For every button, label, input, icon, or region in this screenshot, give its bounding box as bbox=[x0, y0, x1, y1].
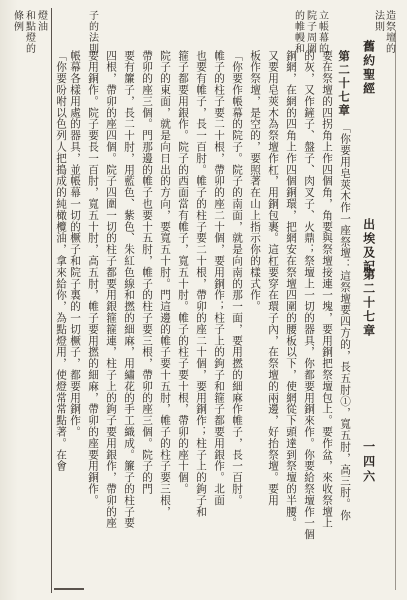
text-column: 板作祭壇，是空的，要照著在山上指示你的樣式作。 bbox=[249, 50, 262, 313]
margin-note: 子的法則 bbox=[86, 10, 98, 54]
text-column: 銅網，在網的四角上作四個銅環，把網安在祭壇四圍的腰板以下，使網從下頭達到祭壇的半腰。 bbox=[285, 50, 298, 529]
margin-note: 造祭壇的 bbox=[383, 10, 395, 54]
page-number: 一四六 bbox=[361, 440, 376, 485]
text-column: 「你要吩咐以色列人把搗成的純橄欖油，拿來給你，為點燈用，使燈常常點著。在會 bbox=[55, 50, 68, 472]
margin-rule bbox=[51, 8, 52, 593]
text-column: 也要有帷子，長一百肘。帷子的柱子要二十根，帶卯的座二十個，要用銅作；柱子上的鉤子和 bbox=[195, 50, 208, 518]
margin-note: 和點燈的 bbox=[23, 10, 35, 54]
text-column: 要有簾子，長二十肘，用藍色、紫色、朱紅色線和撚的細麻，用繡花的手工織成。簾子的柱子要 bbox=[123, 50, 136, 529]
text-column: 要用銅作。院子要長一百肘，寬五十肘，高五肘，帷子要用撚的細麻，帶卯的座要用銅作。 bbox=[87, 50, 100, 506]
text-column: 「你要作帳幕的院子。院子的南面，就是向南的那一面，要用撚的細麻作帷子，長一百肘。 bbox=[231, 50, 244, 506]
text-column: 帶卯的座三個。門那邊的帷子也要十五肘，帷子的柱子要三根，帶卯的座三個。院子的門 bbox=[141, 50, 154, 495]
book-name: 出埃及記 bbox=[361, 218, 376, 274]
margin-note: 立帳幕的 bbox=[316, 10, 328, 54]
bottom-rule bbox=[54, 588, 84, 590]
text-column: 的灰，又作鏟子、盤子、肉叉子、火鼎；祭壇上一切的器具，你都要用銅來作。你要給祭壇作一個 bbox=[303, 50, 316, 541]
header-rule bbox=[395, 30, 396, 590]
margin-note: 燈油 bbox=[35, 10, 47, 32]
margin-note: 法則 bbox=[372, 10, 384, 32]
text-column: 箍子都要用銀作。院子的西面當有帷子，寬五十肘。帷子的柱子要十根，帶卯的座十個。 bbox=[177, 50, 190, 495]
margin-note: 院子周圍 bbox=[304, 10, 316, 54]
book-title: 舊約聖經 bbox=[361, 40, 376, 96]
text-column: 又要用皂莢木為祭壇作杠，用銅包裹。這杠要穿在環子內，在祭壇的兩邊，好抬祭壇。要用 bbox=[267, 50, 280, 506]
text-column: 「你要用皂莢木作一座祭壇：這祭壇要四方的，長五肘①，寬五肘，高三肘。你 bbox=[339, 122, 352, 521]
margin-note: 的帷幔和 bbox=[292, 10, 304, 54]
margin-note: 條例 bbox=[11, 10, 23, 32]
chapter-heading: 第二十七章 bbox=[337, 50, 352, 118]
text-column: 帳幕各樣用處的器具，並帳幕一切的橛子和院子裏的一切橛子，都要用銅作。 bbox=[69, 50, 82, 438]
text-column: 院子的東面，就是向日出的方向，要寬五十肘。門這邊的帷子要十五肘，帷子的柱子要三根， bbox=[159, 50, 172, 518]
text-column: 四根，帶卯的座四個。院子四圍一切的柱子都要用銀箍箍連，柱子上的鉤子要用銀作，帶卯的座 bbox=[105, 50, 118, 529]
chapter-label: 第二十七章 bbox=[361, 268, 376, 338]
text-column: 要在祭壇的四拐角上作四個角，角要與祭壇接連一塊，要用銅把祭壇包上。要作盆，來收祭壇上 bbox=[321, 50, 334, 529]
text-column: 帷子的柱子要二十根，帶卯的座二十個，要用銅作；柱子上的鉤子和箍子都要用銀作。北面 bbox=[213, 50, 226, 506]
